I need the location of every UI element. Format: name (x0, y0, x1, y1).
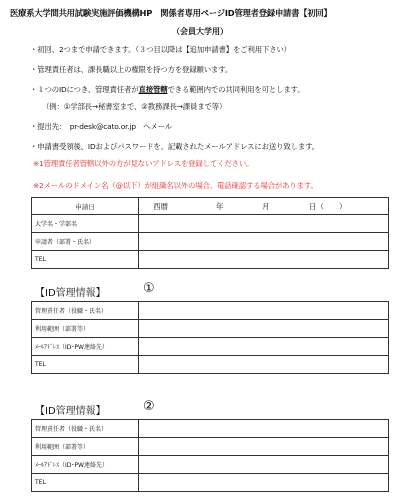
tel-field[interactable] (139, 474, 389, 492)
email-field[interactable] (139, 338, 389, 356)
table-row (32, 456, 389, 474)
table-row (32, 233, 389, 251)
table-row (32, 215, 389, 233)
applicant-label: 申請者（部署・氏名） (32, 233, 139, 251)
form-title: 医療系大学間共用試験実施評価機構HP 関係者専用ページID管理者登録申請書【初回】 (10, 8, 332, 18)
note-3 (30, 84, 304, 95)
table-row (32, 302, 389, 320)
date-month: 月 (262, 202, 270, 211)
note-3-emphasis: 直接管轄 (138, 85, 168, 94)
application-table (31, 197, 389, 269)
scope-label: 利用範囲（部署等） (32, 438, 139, 456)
email-field[interactable] (139, 456, 389, 474)
table-row (32, 356, 389, 374)
table-row (32, 320, 389, 338)
table-row (32, 251, 389, 269)
scope-field[interactable] (139, 320, 389, 338)
scope-label: 利用範囲（部署等） (32, 320, 139, 338)
tel-label: TEL (32, 474, 139, 492)
warning-1: ※1管理責任者管轄以外の方が見ないアドレスを登録してください。 (33, 159, 254, 168)
date-year: 年 (216, 202, 224, 211)
date-label: 申請日 (32, 198, 139, 215)
date-field[interactable] (139, 198, 389, 215)
table-row (32, 474, 389, 492)
id-info-table-1 (31, 301, 389, 374)
applicant-field[interactable] (139, 233, 389, 251)
section-2-label: 【ID管理情報】 (35, 406, 106, 417)
tel-label: TEL (32, 251, 139, 269)
date-era: 西暦 (153, 202, 168, 211)
manager-field[interactable] (139, 420, 389, 438)
application-date-row (32, 198, 389, 215)
table-row (32, 338, 389, 356)
manager-label: 管理責任者（役職・氏名） (32, 420, 139, 438)
section-1-number: ① (143, 281, 155, 296)
date-day: 日（ ） (309, 202, 347, 211)
manager-field[interactable] (139, 302, 389, 320)
table-row (32, 438, 389, 456)
university-field[interactable] (139, 215, 389, 233)
scope-field[interactable] (139, 438, 389, 456)
note-submit: ・提出先： pr-desk@cato.or.jp へメール (30, 122, 172, 131)
note-3-suffix: できる範囲内での共同利用を可とします。 (167, 85, 305, 94)
note-2: ・管理責任者は、課長職以上の権限を持つ方を登録願います。 (30, 65, 233, 74)
email-label: ﾒｰﾙｱﾄﾞﾚｽ（ID･PW連絡先） (32, 456, 139, 474)
university-label: 大学名・学部名 (32, 215, 139, 233)
section-1-label: 【ID管理情報】 (35, 288, 106, 299)
manager-label: 管理責任者（役職・氏名） (32, 302, 139, 320)
tel-field[interactable] (139, 356, 389, 374)
note-3-example: （例：①学部長→秘書室まで、②教務課長→課員まで等） (42, 102, 227, 111)
note-3-prefix: ・１つのIDにつき、管理責任者が (30, 85, 139, 94)
warning-2: ※2メールのドメイン名（@以下）が組織名以外の場合、電話確認する場合があります。 (33, 181, 318, 190)
section-2-number: ② (143, 399, 155, 414)
email-label: ﾒｰﾙｱﾄﾞﾚｽ（ID･PW連絡先） (32, 338, 139, 356)
note-4: ・申請書受領後、IDおよびパスワードを、記載されたメールアドレスにお送り致します。 (30, 142, 319, 151)
tel-label: TEL (32, 356, 139, 374)
tel-field[interactable] (139, 251, 389, 269)
note-1: ・初回、2つまで申請できます。（３つ目以降は【追加申請書】をご利用下さい） (30, 45, 291, 54)
id-info-table-2 (31, 419, 389, 492)
table-row (32, 420, 389, 438)
form-subtitle: （会員大学用） (172, 27, 228, 36)
